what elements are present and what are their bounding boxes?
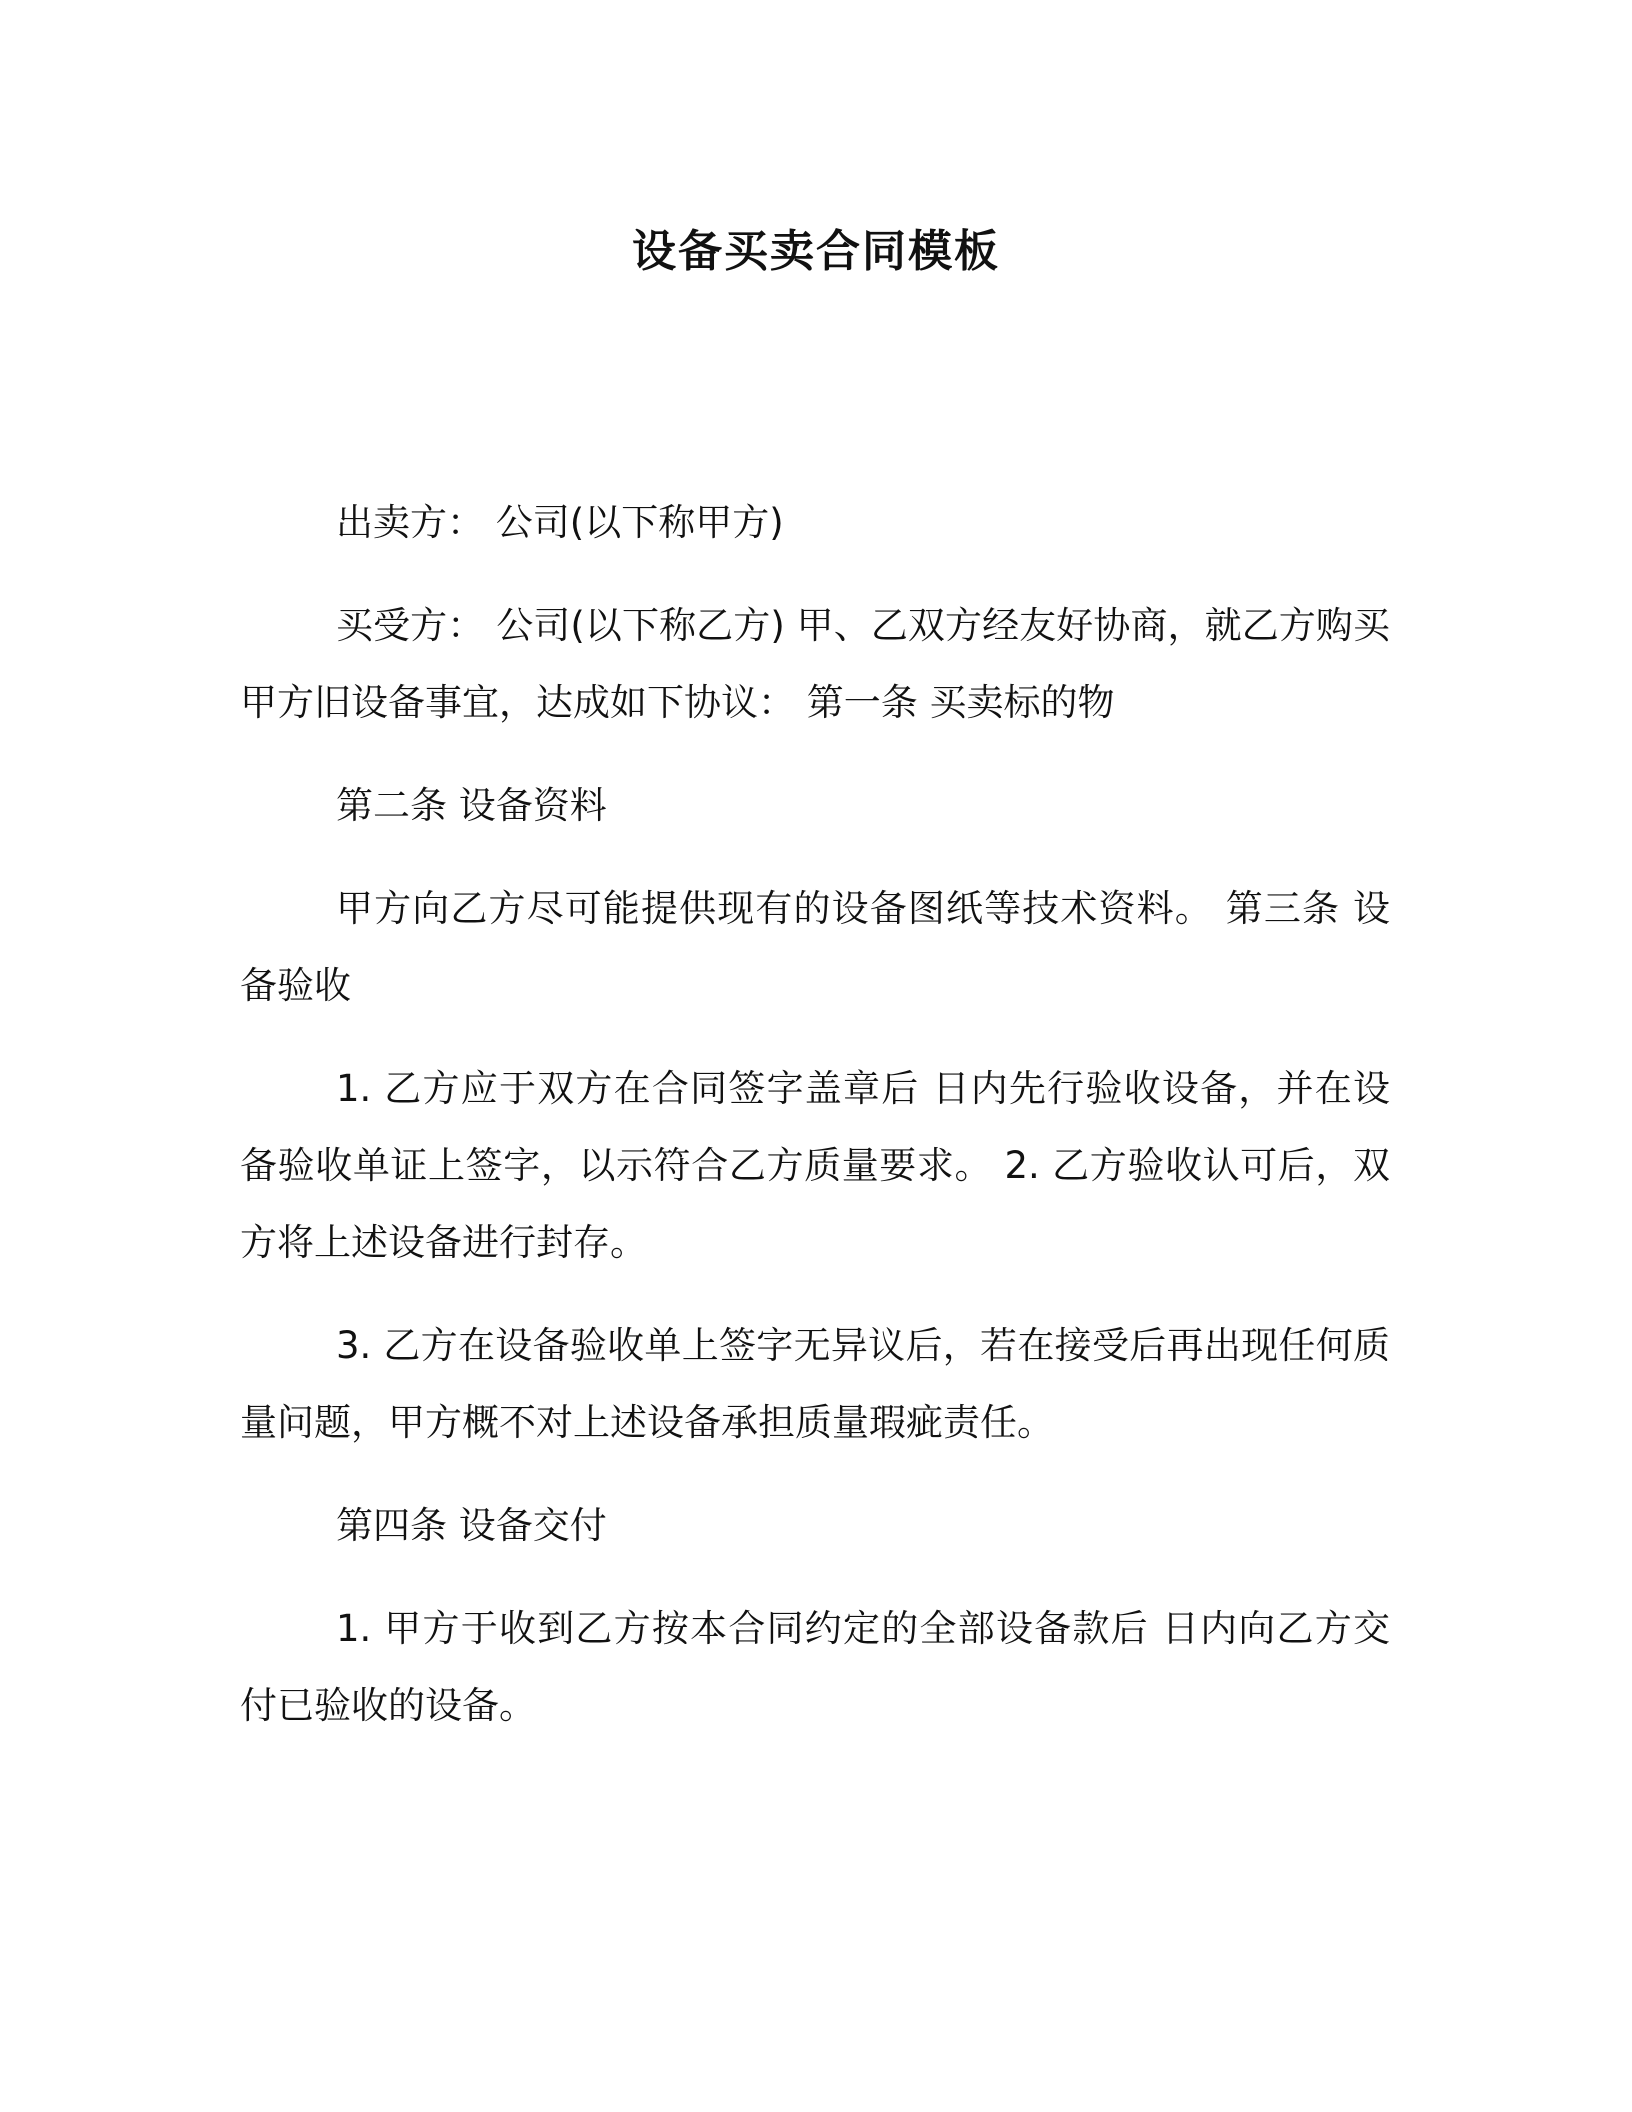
paragraph-buyer: 买受方： 公司(以下称乙方) 甲、乙双方经友好协商，就乙方购买甲方旧设备事宜，达成如下协议： 第一条 买卖标的物	[240, 604, 1390, 724]
paragraph-article-2-heading: 第二条 设备资料	[336, 784, 607, 827]
document-title: 设备买卖合同模板	[632, 226, 1000, 277]
paragraph-acceptance-1-2: 1. 乙方应于双方在合同签字盖章后 日内先行验收设备，并在设备验收单证上签字，以示符合乙方质量要求。 2. 乙方验收认可后，双方将上述设备进行封存。	[240, 1067, 1390, 1264]
paragraph-delivery-1: 1. 甲方于收到乙方按本合同约定的全部设备款后 日内向乙方交付已验收的设备。	[240, 1607, 1390, 1727]
paragraph-seller: 出卖方： 公司(以下称甲方)	[336, 501, 784, 544]
document-body	[240, 484, 1390, 1770]
paragraph-article-2-body: 甲方向乙方尽可能提供现有的设备图纸等技术资料。 第三条 设备验收	[240, 887, 1390, 1007]
paragraph-article-4-heading: 第四条 设备交付	[336, 1504, 607, 1547]
paragraph-acceptance-3: 3. 乙方在设备验收单上签字无异议后，若在接受后再出现任何质量问题，甲方概不对上述设备承担质量瑕疵责任。	[240, 1324, 1390, 1444]
